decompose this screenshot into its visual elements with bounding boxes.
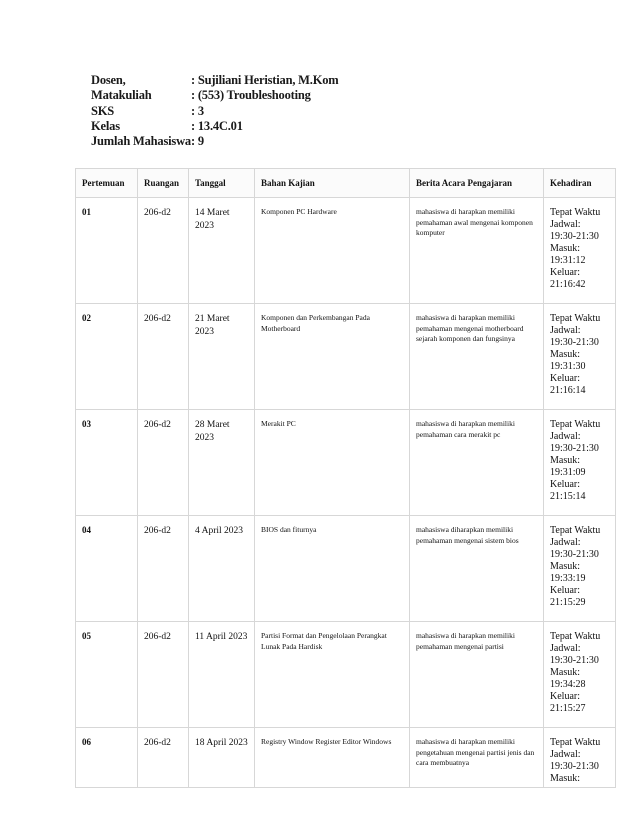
info-value: : 13.4C.01 xyxy=(190,118,243,133)
kehadiran-line: Masuk: xyxy=(550,349,580,360)
table-row xyxy=(76,728,616,788)
kehadiran-line: 19:31:30 xyxy=(550,361,586,372)
kehadiran-line: 21:16:14 xyxy=(550,385,586,396)
kehadiran-line: Jadwal: xyxy=(550,325,581,336)
cell-kehadiran xyxy=(544,516,616,622)
table-row xyxy=(76,410,616,516)
cell-berita-acara: mahasiswa di harapkan memiliki pengetahuan mengenai partisi jenis dan cara membuatnya xyxy=(410,728,544,788)
cell-tanggal: 4 April 2023 xyxy=(189,516,255,622)
cell-ruangan: 206-d2 xyxy=(138,728,189,788)
column-header: Kehadiran xyxy=(544,169,616,198)
info-row xyxy=(91,134,338,149)
kehadiran-line: Keluar: xyxy=(550,585,580,596)
cell-berita-acara: mahasiswa di harapkan memiliki pemahaman mengenai partisi xyxy=(410,622,544,728)
cell-bahan-kajian: Merakit PC xyxy=(255,410,410,516)
kehadiran-line: 21:15:29 xyxy=(550,597,586,608)
kehadiran-line: Keluar: xyxy=(550,373,580,384)
kehadiran-line: Tepat Waktu xyxy=(550,207,601,218)
kehadiran-line: 19:30-21:30 xyxy=(550,761,599,772)
cell-bahan-kajian: Komponen dan Perkembangan Pada Motherboard xyxy=(255,304,410,410)
cell-berita-acara: mahasiswa di harapkan memiliki pemahaman cara merakit pc xyxy=(410,410,544,516)
course-info xyxy=(91,73,338,149)
cell-pertemuan: 04 xyxy=(76,516,138,622)
cell-tanggal: 28 Maret 2023 xyxy=(189,410,255,516)
kehadiran-line: 21:16:42 xyxy=(550,279,586,290)
table-row xyxy=(76,198,616,304)
cell-tanggal: 11 April 2023 xyxy=(189,622,255,728)
kehadiran-line: 19:31:09 xyxy=(550,467,586,478)
cell-pertemuan: 06 xyxy=(76,728,138,788)
kehadiran-line: 21:15:27 xyxy=(550,703,586,714)
kehadiran-line: Keluar: xyxy=(550,267,580,278)
cell-pertemuan: 01 xyxy=(76,198,138,304)
kehadiran-line: 19:31:12 xyxy=(550,255,586,266)
kehadiran-line: 19:30-21:30 xyxy=(550,231,599,242)
column-header: Bahan Kajian xyxy=(255,169,410,198)
kehadiran-line: Masuk: xyxy=(550,455,580,466)
cell-ruangan: 206-d2 xyxy=(138,410,189,516)
cell-bahan-kajian: BIOS dan fiturnya xyxy=(255,516,410,622)
info-value: : 9 xyxy=(190,134,204,149)
cell-pertemuan: 02 xyxy=(76,304,138,410)
cell-tanggal: 21 Maret 2023 xyxy=(189,304,255,410)
cell-berita-acara: mahasiswa di harapkan memiliki pemahaman awal mengenai komponen komputer xyxy=(410,198,544,304)
cell-berita-acara: mahasiswa di harapkan memiliki pemahaman mengenai motherboard sejarah komponen dan fungsinya xyxy=(410,304,544,410)
info-label: SKS xyxy=(91,103,115,118)
cell-kehadiran xyxy=(544,410,616,516)
info-label: Dosen, xyxy=(91,73,126,87)
kehadiran-line: 19:33:19 xyxy=(550,573,586,584)
column-header: Tanggal xyxy=(189,169,255,198)
cell-kehadiran xyxy=(544,622,616,728)
info-value: : Sujiliani Heristian, M.Kom xyxy=(190,73,339,87)
cell-berita-acara: mahasiswa diharapkan memiliki pemahaman mengenai sistem bios xyxy=(410,516,544,622)
kehadiran-line: Tepat Waktu xyxy=(550,737,601,748)
kehadiran-line: Masuk: xyxy=(550,667,580,678)
kehadiran-line: Keluar: xyxy=(550,479,580,490)
kehadiran-line: Jadwal: xyxy=(550,643,581,654)
kehadiran-line: Jadwal: xyxy=(550,431,581,442)
table-header-row xyxy=(76,169,616,198)
table-row xyxy=(76,622,616,728)
kehadiran-line: 19:30-21:30 xyxy=(550,655,599,666)
kehadiran-line: Jadwal: xyxy=(550,749,581,760)
kehadiran-line: Jadwal: xyxy=(550,537,581,548)
table-row xyxy=(76,304,616,410)
kehadiran-line: 19:30-21:30 xyxy=(550,337,599,348)
kehadiran-line: Tepat Waktu xyxy=(550,631,601,642)
kehadiran-line: Keluar: xyxy=(550,691,580,702)
cell-kehadiran xyxy=(544,198,616,304)
kehadiran-line: Tepat Waktu xyxy=(550,313,601,324)
cell-tanggal: 14 Maret 2023 xyxy=(189,198,255,304)
kehadiran-line: Masuk: xyxy=(550,773,580,784)
info-value: : 3 xyxy=(190,103,204,118)
cell-bahan-kajian: Partisi Format dan Pengelolaan Perangkat Lunak Pada Hardisk xyxy=(255,622,410,728)
cell-ruangan: 206-d2 xyxy=(138,622,189,728)
cell-kehadiran xyxy=(544,728,616,788)
info-row xyxy=(91,119,338,134)
cell-pertemuan: 03 xyxy=(76,410,138,516)
info-label: Matakuliah xyxy=(91,88,152,103)
kehadiran-line: Tepat Waktu xyxy=(550,419,601,430)
column-header: Ruangan xyxy=(138,169,189,198)
column-header: Pertemuan xyxy=(76,169,138,198)
kehadiran-line: Masuk: xyxy=(550,561,580,572)
cell-bahan-kajian: Komponen PC Hardware xyxy=(255,198,410,304)
kehadiran-line: 19:30-21:30 xyxy=(550,443,599,454)
kehadiran-line: Jadwal: xyxy=(550,219,581,230)
cell-kehadiran xyxy=(544,304,616,410)
cell-pertemuan: 05 xyxy=(76,622,138,728)
info-label: Jumlah Mahasiswa xyxy=(91,134,191,149)
info-label: Kelas xyxy=(91,118,120,133)
info-value: : (553) Troubleshooting xyxy=(190,88,311,103)
kehadiran-line: 19:34:28 xyxy=(550,679,586,690)
cell-ruangan: 206-d2 xyxy=(138,516,189,622)
attendance-table xyxy=(75,168,616,788)
cell-ruangan: 206-d2 xyxy=(138,304,189,410)
kehadiran-line: Masuk: xyxy=(550,243,580,254)
cell-tanggal: 18 April 2023 xyxy=(189,728,255,788)
info-row xyxy=(91,104,338,119)
info-row xyxy=(91,73,338,88)
kehadiran-line: 21:15:14 xyxy=(550,491,586,502)
column-header: Berita Acara Pengajaran xyxy=(410,169,544,198)
cell-bahan-kajian: Registry Window Register Editor Windows xyxy=(255,728,410,788)
course-info-body xyxy=(91,73,338,149)
kehadiran-line: Tepat Waktu xyxy=(550,525,601,536)
table-row xyxy=(76,516,616,622)
table-body xyxy=(76,198,616,788)
cell-ruangan: 206-d2 xyxy=(138,198,189,304)
info-row xyxy=(91,88,338,103)
kehadiran-line: 19:30-21:30 xyxy=(550,549,599,560)
